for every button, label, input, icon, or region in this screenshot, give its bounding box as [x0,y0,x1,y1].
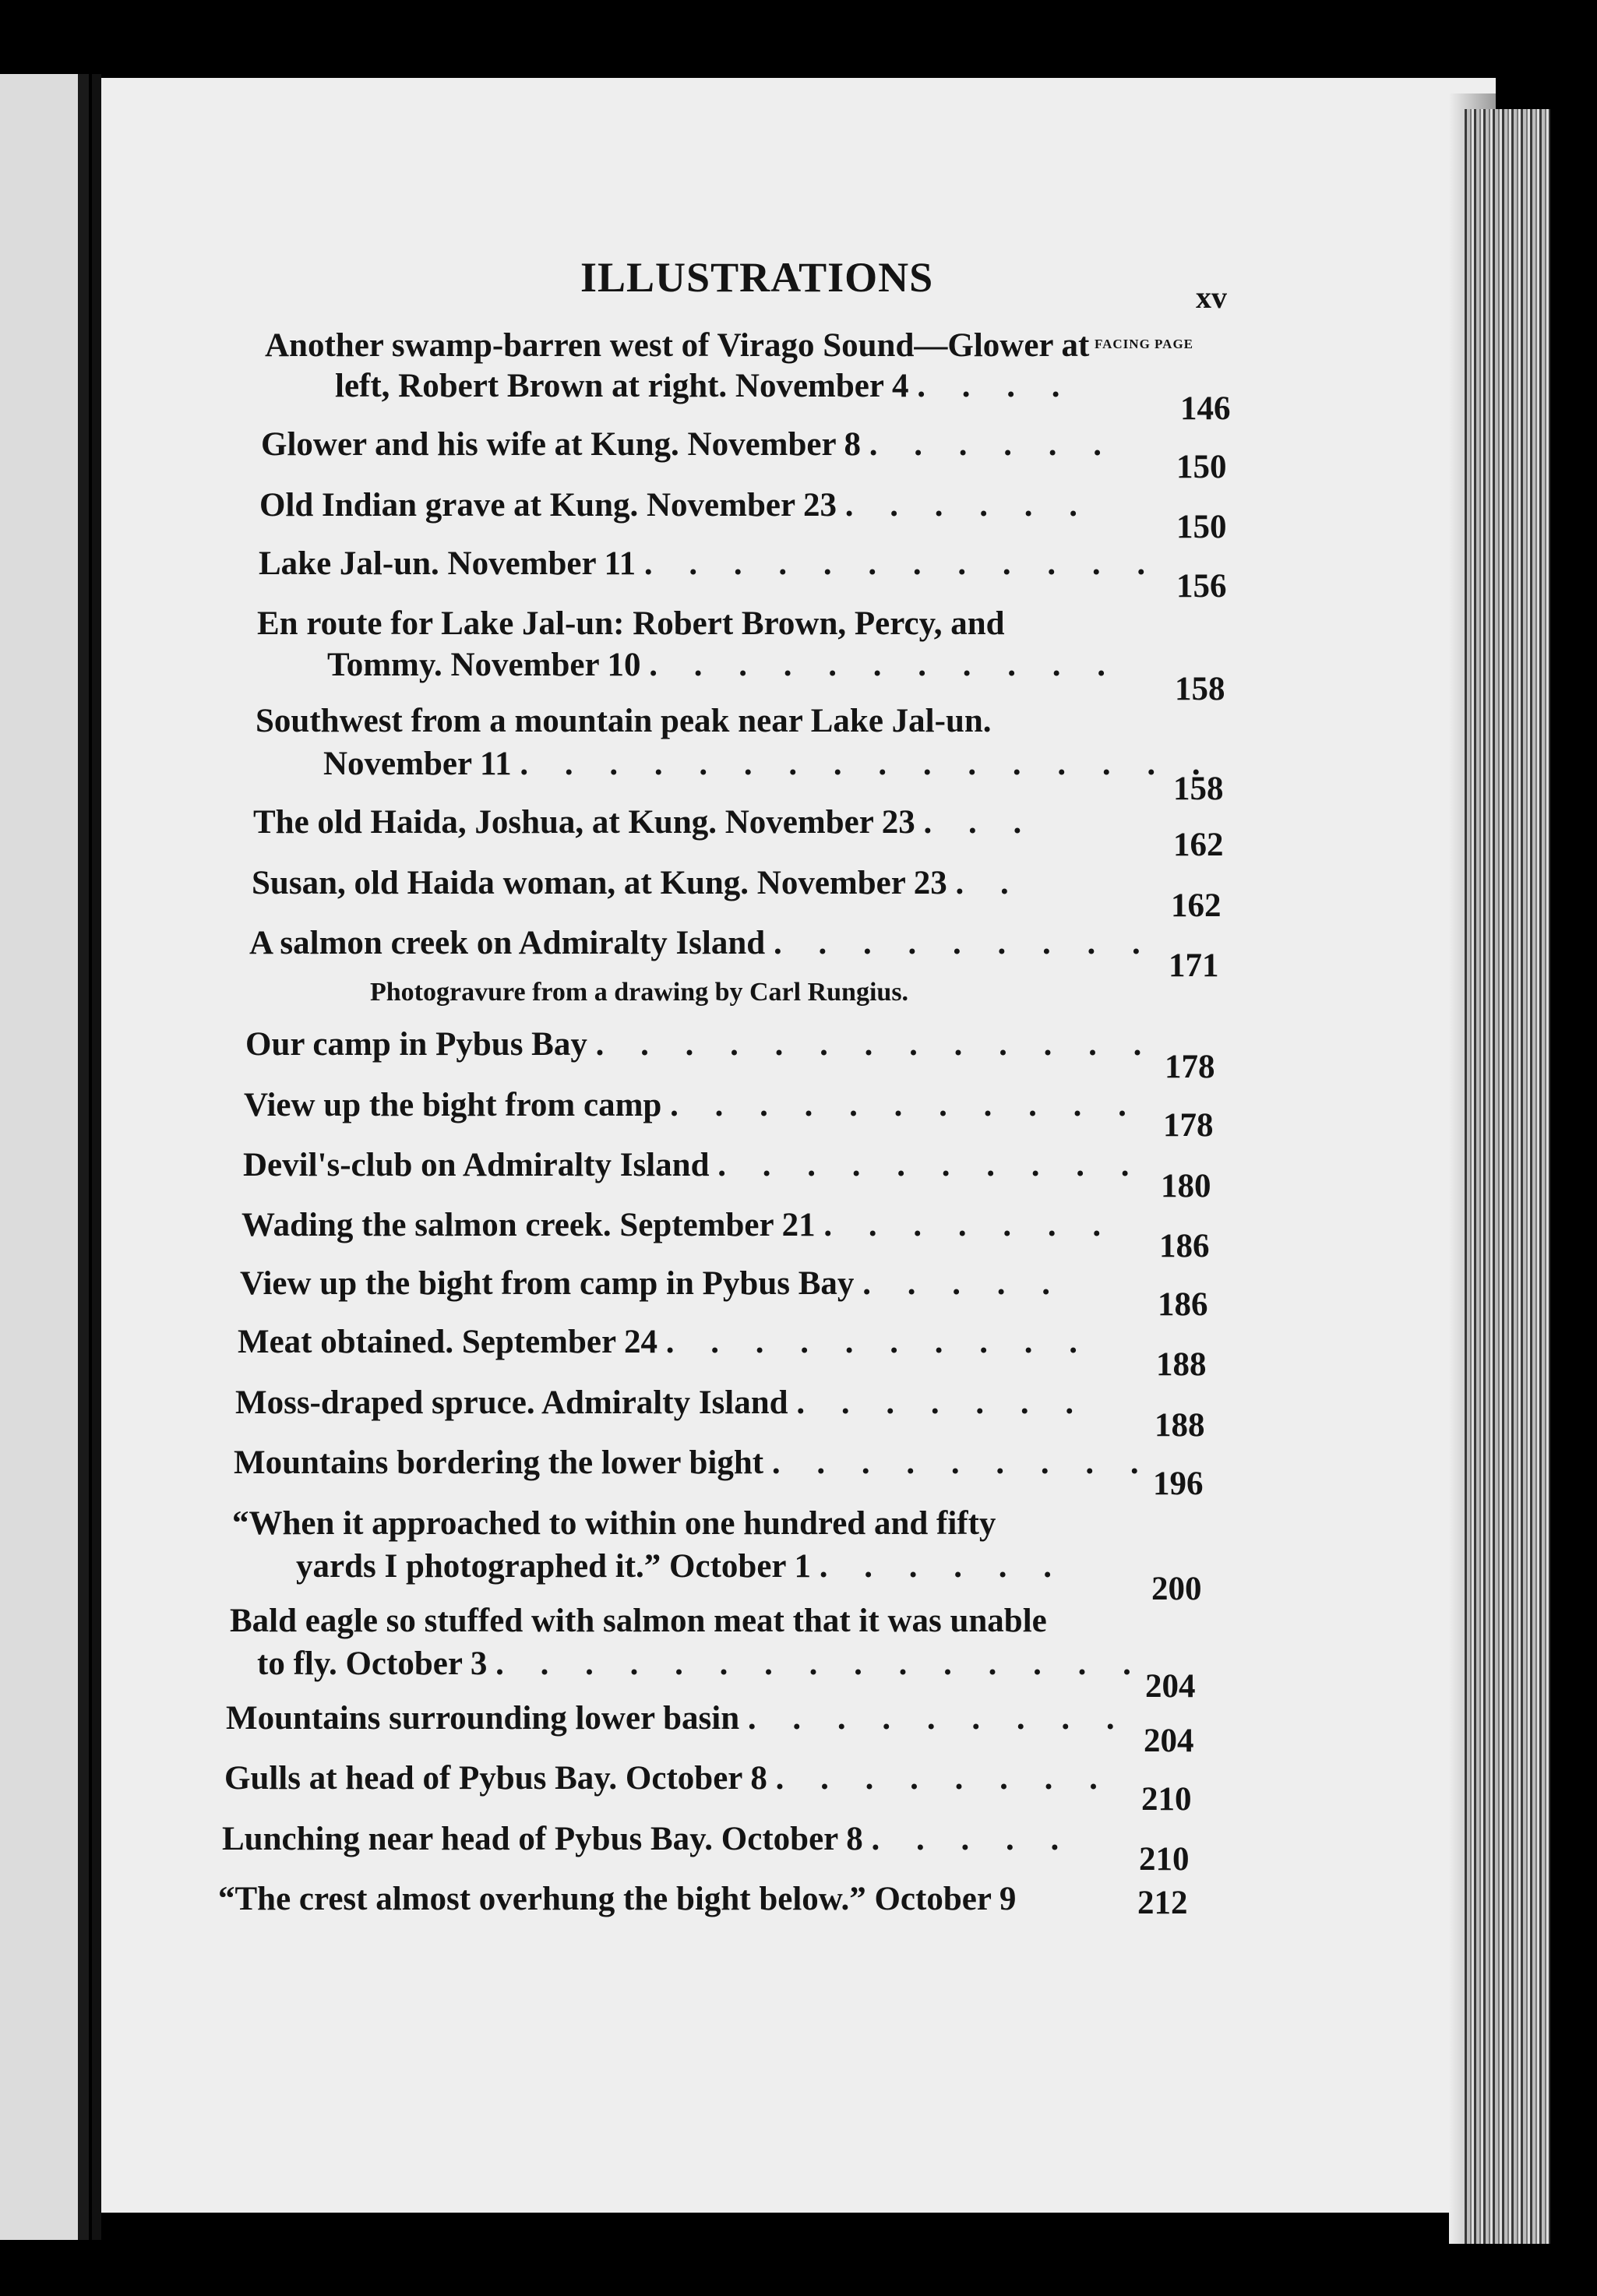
entry-page-number: 210 [1139,1841,1190,1878]
binding-bar-inner [92,74,101,2240]
entry-page-number: 200 [1151,1571,1202,1607]
leader-dots: . . . . . [862,1265,1064,1302]
entry-title: Lake Jal-un. November 11 . . . . . . . . . . . . [259,544,1159,584]
leader-dots: . . . . . . . . . . [717,1147,1144,1183]
entry-page-number: 178 [1165,1049,1215,1085]
entry-page-number: 212 [1137,1885,1188,1921]
leader-dots: . . . . [917,368,1074,404]
leader-dots: . . . . . . [819,1548,1066,1585]
entry-title: En route for Lake Jal-un: Robert Brown, Percy, and [257,605,1005,642]
entry-title-continuation: to fly. October 3 . . . . . . . . . . . . . . . [257,1644,1145,1684]
entry-title: The old Haida, Joshua, at Kung. November 23 . . . [253,802,1035,843]
leader-dots: . . . . . . [844,487,1092,524]
leader-dots: . . . . . . [869,426,1116,463]
entry-page-number: 158 [1173,771,1224,807]
leader-dots: . . . . . [871,1821,1073,1857]
entry-page-number: 186 [1159,1228,1210,1264]
entry-page-number: 150 [1176,449,1227,485]
entry-title: Meat obtained. September 24 . . . . . . . . . . [238,1322,1091,1363]
entry-page-number: 180 [1161,1168,1211,1204]
entry-title: View up the bight from camp . . . . . . . . . . . [244,1085,1140,1126]
entry-page-number: 196 [1153,1465,1204,1502]
leader-dots: . . . . . . . . . . . . . [595,1026,1156,1063]
entry-title: Wading the salmon creek. September 21 . . . . . . . [241,1205,1115,1246]
entry-title: Mountains bordering the lower bight . . . . . . . . . [234,1443,1153,1483]
entry-credit: Photogravure from a drawing by Carl Rungius. [370,978,909,1007]
entry-page-number: 210 [1141,1781,1192,1818]
entry-page-number: 146 [1180,390,1231,427]
entry-title: Gulls at head of Pybus Bay. October 8 . . . . . . . . [224,1758,1112,1799]
entry-title-continuation: left, Robert Brown at right. November 4 . . . . [335,366,1073,407]
entry-page-number: 186 [1158,1286,1208,1323]
entry-title: Another swamp-barren west of Virago Sound—Glower at [265,327,1090,364]
entry-title: Lunching near head of Pybus Bay. October 8 . . . . . [222,1819,1073,1860]
leader-dots: . . . . . . . . . [771,1444,1153,1481]
page-stack-edge [1465,109,1550,2244]
binding-bar [78,74,89,2240]
leader-dots: . . . [923,804,1036,841]
leader-dots: . . . . . . . . . . . . . . . . [520,746,1214,782]
leader-dots: . . . . . . . . . [747,1700,1129,1737]
entry-title: Moss-draped spruce. Admiralty Island . . . . . . . [235,1383,1088,1423]
leader-dots: . . . . . . . . . . . [649,647,1120,683]
leader-dots: . . [955,865,1023,901]
entry-title-continuation: Tommy. November 10 . . . . . . . . . . . [327,645,1119,686]
entry-page-number: 171 [1169,947,1219,984]
leader-dots: . . . . . . . [796,1384,1088,1421]
entry-page-number: 204 [1144,1723,1194,1759]
entry-title: Our camp in Pybus Bay . . . . . . . . . . . . . [245,1025,1155,1065]
entry-page-number: 188 [1155,1407,1205,1444]
page-title: ILLUSTRATIONS [580,254,934,301]
left-page-edge [0,74,78,2240]
entry-page-number: 156 [1176,568,1227,605]
entry-page-number: 162 [1173,827,1224,863]
leader-dots: . . . . . . . . . . . . [643,545,1160,582]
entry-title: Devil's-club on Admiralty Island . . . . . . . . . . [243,1145,1144,1186]
entry-title: Southwest from a mountain peak near Lake Jal-un. [256,703,992,739]
entry-title: View up the bight from camp in Pybus Bay . . . . . [240,1264,1064,1304]
entry-page-number: 188 [1156,1346,1207,1383]
entry-title: Mountains surrounding lower basin . . . . . . . . . [226,1698,1129,1739]
entry-page-number: 150 [1176,509,1227,545]
entry-title: Glower and his wife at Kung. November 8 . . . . . . [261,425,1116,465]
facing-page-heading: FACING PAGE [1095,337,1194,351]
leader-dots: . . . . . . . . [775,1760,1112,1797]
entry-title-continuation: November 11 . . . . . . . . . . . . . . . . [323,744,1214,785]
entry-page-number: 178 [1163,1107,1214,1144]
entry-title: “The crest almost overhung the bight below.” October 9 [218,1881,1017,1917]
entry-title: “When it approached to within one hundred and fifty [232,1505,996,1542]
entry-title: Old Indian grave at Kung. November 23 . . . . . . [259,485,1091,526]
leader-dots: . . . . . . . . . [773,925,1155,961]
entry-title-continuation: yards I photographed it.” October 1 . . . . . . [296,1547,1066,1587]
entry-page-number: 158 [1175,671,1225,707]
leader-dots: . . . . . . . . . . [665,1324,1092,1360]
entry-title: A salmon creek on Admiralty Island . . . . . . . . . [249,923,1155,964]
page-number: xv [1196,280,1227,315]
entry-title: Susan, old Haida woman, at Kung. November 23 . . [252,863,1023,904]
leader-dots: . . . . . . . . . . . [670,1087,1140,1123]
entry-page-number: 204 [1145,1668,1196,1705]
entry-title: Bald eagle so stuffed with salmon meat that it was unable [230,1603,1047,1639]
leader-dots: . . . . . . . . . . . . . . . [495,1645,1145,1682]
leader-dots: . . . . . . . [823,1207,1116,1243]
entry-page-number: 162 [1171,887,1222,924]
